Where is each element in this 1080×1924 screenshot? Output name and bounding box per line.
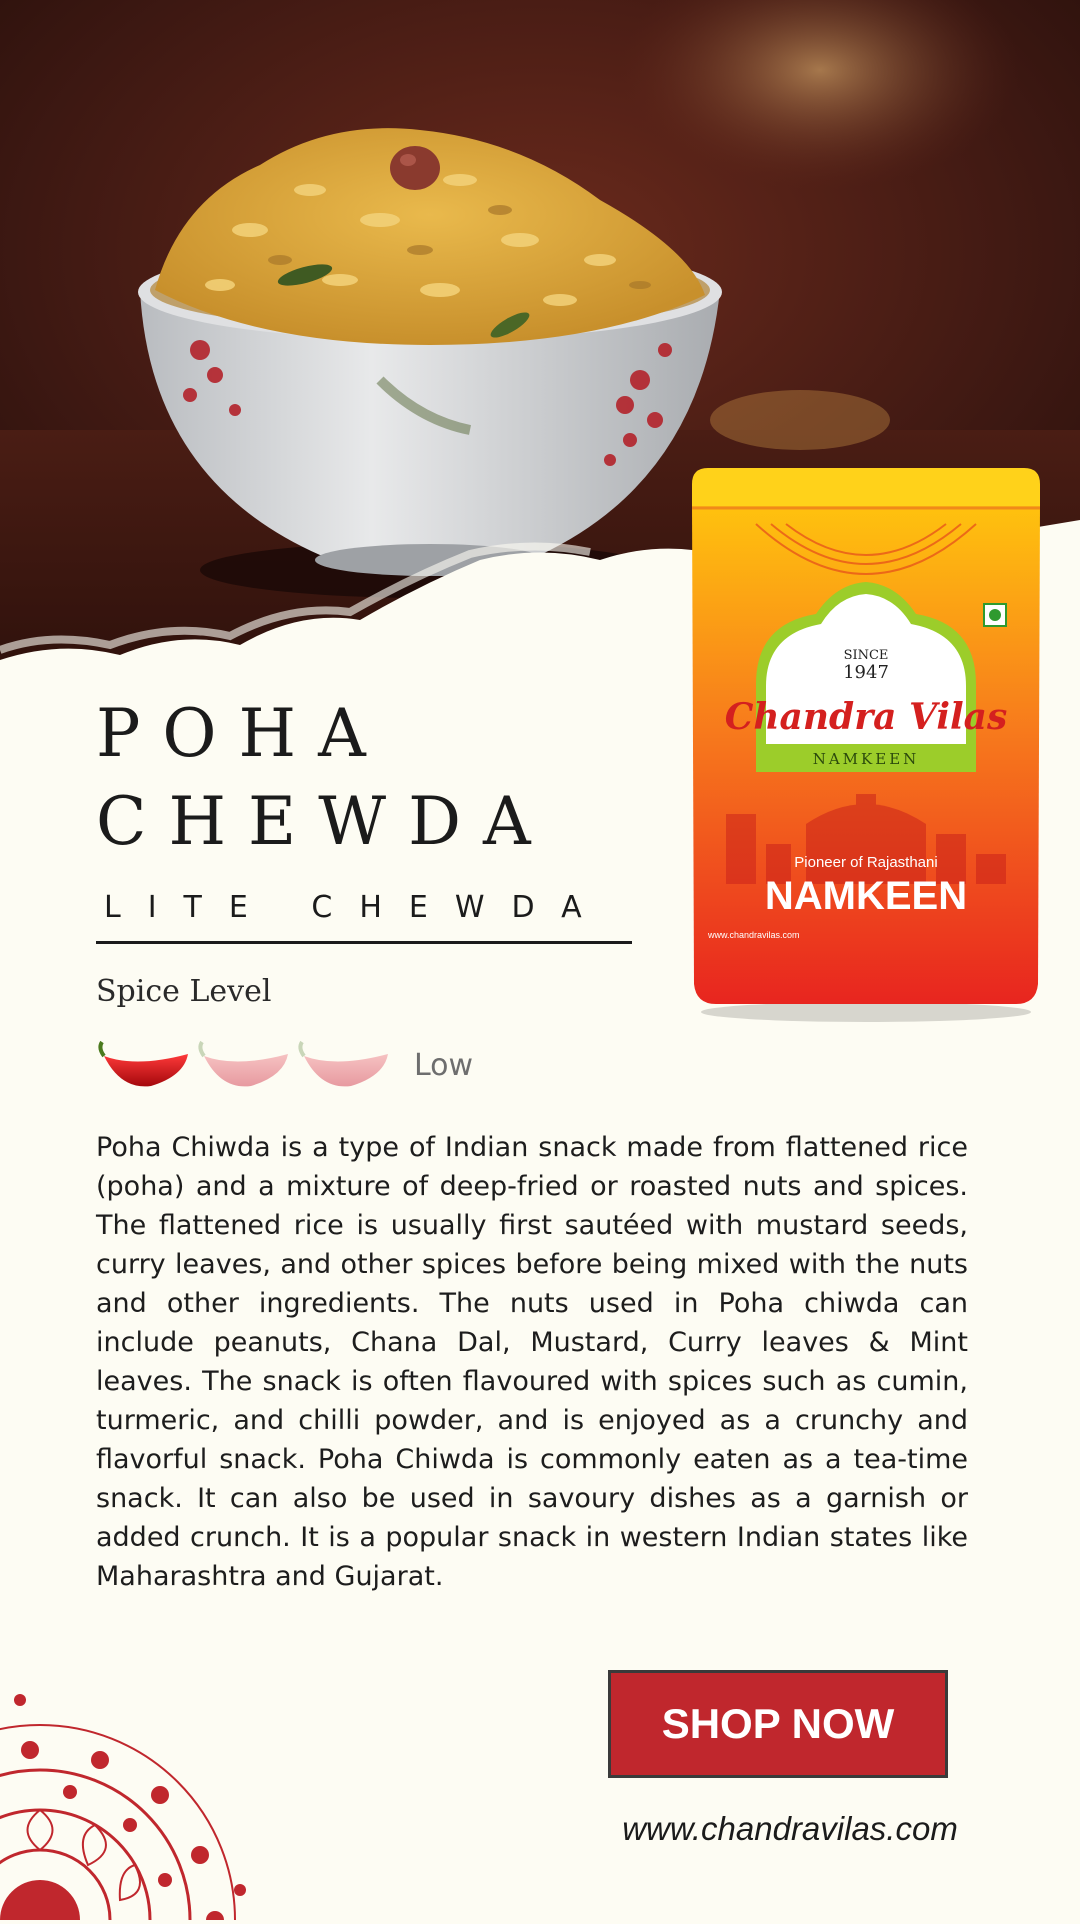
title-block [96,690,656,944]
pack-since: SINCE [843,648,889,663]
product-package-image [686,464,1046,1028]
product-title [96,690,656,866]
chili-stem-icon [200,1042,204,1056]
spice-level-value: Low [414,1048,474,1083]
spice-level-label: Spice Level [96,974,272,1009]
spice-level-indicator [96,1038,396,1102]
product-title-line1: POHA [96,695,388,772]
chili-stem-icon [300,1042,304,1056]
website-link[interactable]: www.chandravilas.com [622,1810,958,1847]
pack-brand-sub: NAMKEEN [812,750,920,768]
chili-active-icon [104,1054,188,1086]
chili-inactive-icon [304,1054,388,1086]
pack-brand: Chandra Vilas [724,696,1008,738]
product-subtitle: LITE CHEWDA [96,890,632,944]
chili-stem-icon [100,1042,104,1056]
mandala-decoration-icon [0,1670,300,1924]
pack-year: 1947 [843,662,889,683]
pack-site: www.chandravilas.com [708,930,800,940]
product-title-line2: CHEWDA [96,783,553,860]
pack-tagline: Pioneer of Rajasthani [794,854,938,871]
chili-inactive-icon [204,1054,288,1086]
pack-main: NAMKEEN [764,874,968,918]
shop-now-button[interactable]: SHOP NOW [608,1670,948,1778]
product-description: Poha Chiwda is a type of Indian snack made from flattened rice (poha) and a mixture of deep-fried or roasted nuts and spices. The flattened rice is usually first sautéed with mustard seeds, curry leaves, and other spices before being mixed with the nuts and other ingredients. The nuts used in Poha chiwda can include peanuts, Chana Dal, Mustard, Curry leaves & Mint leaves. The snack is often flavoured with spices such as cumin, turmeric, and chilli powder, and is enjoyed as a crunchy and flavorful snack. Poha Chiwda is commonly eaten as a tea-time snack. It can also be used in savoury dishes as a garnish or added crunch. It is a popular snack in western Indian states like Maharashtra and Gujarat. [96,1132,968,1592]
